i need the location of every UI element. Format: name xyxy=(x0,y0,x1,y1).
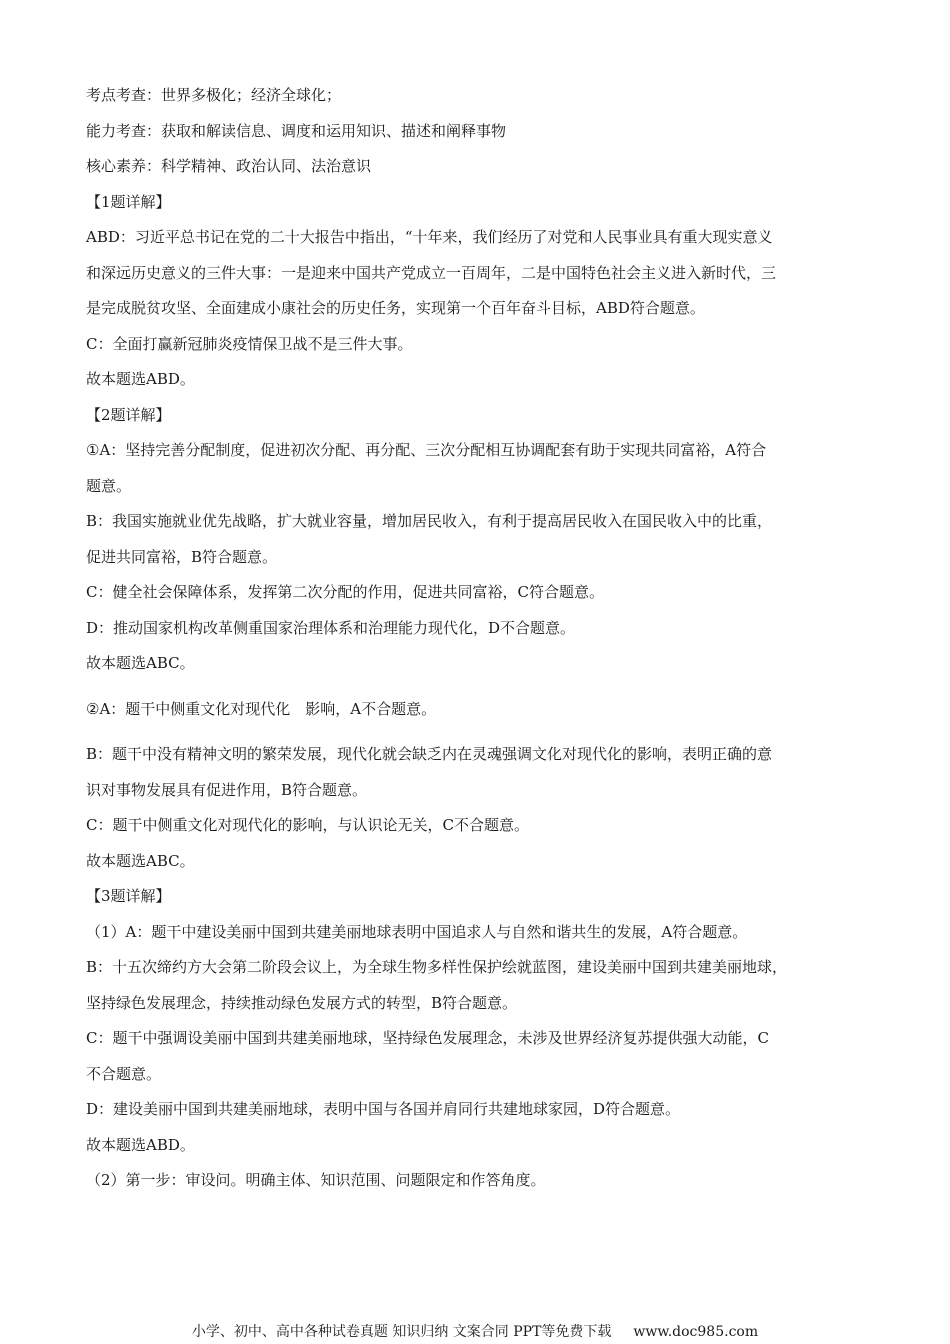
answer-line: 故本题选ABD。 xyxy=(86,370,195,388)
text-line: 不合题意。 xyxy=(86,1064,162,1083)
spacer xyxy=(86,682,866,692)
answer-line: 故本题选ABC。 xyxy=(86,851,195,870)
footer-text: 小学、初中、高中各种试卷真题 知识归纳 文案合同 PPT等免费下载 xyxy=(191,1324,612,1340)
text-line: B：题干中没有精神文明的繁荣发展，现代化就会缺乏内在灵魂强调文化对现代化的影响，表明正确的意 xyxy=(86,745,773,763)
document-body xyxy=(86,78,866,1199)
text-line: C：题干中强调设美丽中国到共建美丽地球，坚持绿色发展理念，未涉及世界经济复苏提供强大动能，C xyxy=(86,1029,769,1047)
footer-url[interactable]: www.doc985.com xyxy=(633,1324,759,1340)
text-line: C：全面打赢新冠肺炎疫情保卫战不是三件大事。 xyxy=(86,334,413,353)
text-line: 坚持绿色发展理念，持续推动绿色发展方式的转型，B符合题意。 xyxy=(86,993,518,1012)
text-line: （2）第一步：审设问。明确主体、知识范围、问题限定和作答角度。 xyxy=(86,1171,546,1189)
section-heading: 【1题详解】 xyxy=(86,192,171,211)
text-line: ②A：题干中侧重文化对现代化 影响，A不合题意。 xyxy=(86,699,437,718)
text-line: ①A：坚持完善分配制度，促进初次分配、再分配、三次分配相互协调配套有助于实现共同富裕，A符合 xyxy=(86,441,767,459)
text-line: B：十五次缔约方大会第二阶段会议上，为全球生物多样性保护绘就蓝图，建设美丽中国到共建美丽地球， xyxy=(86,958,788,976)
section-heading: 【2题详解】 xyxy=(86,405,171,424)
text-line: 核心素养：科学精神、政治认同、法治意识 xyxy=(86,157,372,175)
page-footer xyxy=(0,1322,950,1342)
text-line: 题意。 xyxy=(86,476,132,495)
answer-line: 故本题选ABC。 xyxy=(86,654,195,672)
text-line: D：建设美丽中国到共建美丽地球，表明中国与各国并肩同行共建地球家园，D符合题意。 xyxy=(86,1100,681,1118)
text-line: D：推动国家机构改革侧重国家治理体系和治理能力现代化，D不合题意。 xyxy=(86,618,576,637)
spacer xyxy=(86,727,866,737)
text-line: ABD：习近平总书记在党的二十大报告中指出，“十年来，我们经历了对党和人民事业具有重大现实意义 xyxy=(86,228,773,246)
section-heading: 【3题详解】 xyxy=(86,887,171,905)
text-line: 和深远历史意义的三件大事：一是迎来中国共产党成立一百周年，二是中国特色社会主义进入新时代，三 xyxy=(86,263,777,282)
text-line: 识对事物发展具有促进作用，B符合题意。 xyxy=(86,780,368,799)
text-line: 是完成脱贫攻坚、全面建成小康社会的历史任务，实现第一个百年奋斗目标，ABD符合题意。 xyxy=(86,299,705,317)
text-line: 考点考查：世界多极化；经济全球化； xyxy=(86,86,342,104)
answer-line: 故本题选ABD。 xyxy=(86,1135,195,1154)
text-line: C：健全社会保障体系，发挥第二次分配的作用，促进共同富裕，C符合题意。 xyxy=(86,583,604,601)
text-line: C：题干中侧重文化对现代化的影响，与认识论无关，C不合题意。 xyxy=(86,816,529,834)
text-line: 促进共同富裕，B符合题意。 xyxy=(86,547,278,566)
text-line: 能力考查：获取和解读信息、调度和运用知识、描述和阐释事物 xyxy=(86,121,507,140)
text-line: （1）A：题干中建设美丽中国到共建美丽地球表明中国追求人与自然和谐共生的发展，A符合题意。 xyxy=(86,922,748,941)
text-line: B：我国实施就业优先战略，扩大就业容量，增加居民收入，有利于提高居民收入在国民收入中的比重， xyxy=(86,512,773,530)
